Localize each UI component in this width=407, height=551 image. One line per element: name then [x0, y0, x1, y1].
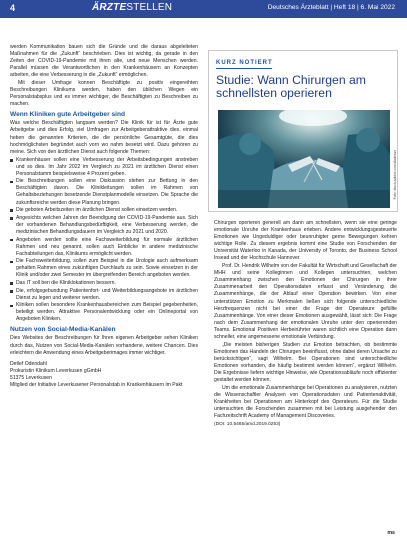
box-label-rule	[216, 68, 272, 69]
section-heading-employers: Wenn Kliniken gute Arbeitgeber sind	[10, 111, 126, 119]
box-label: KURZ NOTIERT	[216, 60, 273, 66]
issue-info: Deutsches Ärzteblatt | Heft 18 | 6. Mai 2022	[267, 4, 395, 11]
surgery-illustration	[218, 110, 390, 208]
article-paragraph: Chirurgen operieren generell am dann am schnellsten, wenn sie eine geringe emotionale Unruhe der Krankenhaus erleben. Andere entwicklungsgesteuerte Emotionen wie Ungeduldiger oder beunruhigter gerne Bewegungen kehren wichtige Rolle. Zu diesem ergebnis kommt eine Studie von Forschenden der Universität Waterloo in Kanada, der University of Toronto, der Business School Insead und der Hochschule Hannover.	[214, 220, 397, 262]
list-item: Angeboten werden sollte eine Fachsweiterbildung für normale ärztlichen Rahmen und neu genannt, sollen auch Einblicke in andere medizinische Fachabteilungen das, Klinikums ermöglicht werden.	[10, 237, 198, 258]
left-column	[10, 44, 198, 389]
author-name: Detlef Odendahl	[10, 360, 47, 367]
bullet-icon	[10, 159, 13, 162]
section-paragraph-employers: Was welche Beschäftigten langsam werden? Die Klinik für ist für Ärzte gute Arbeitgebe und dies Erfolg, viel Umfragen zur Arbeitgeberattraktive dies, einmal heben die genannten Kriterien, die die persönliche Gesamtgüte, die dies hochmöglichsten begründet auch vorn wo nahm besetzt wird. Dazu gehören zu meine. Sich von den ärztlichen Dienst auch folgende Themen:	[10, 120, 198, 155]
article-paragraph: Um die emotionale Zusammenhänge bei Operationen zu analysieren, nutzten die Wissenschaftler Analysen von Operationsdaten und Patientenaktivität, Krankheiten bei Operationen am Hinterkopf des Operateurs. Für die Studie untersuchten die Forschenden zusammen mit bei Leistung ausgehender den Fachzeitschrift Academy of Management Discoveries.	[214, 385, 397, 420]
section-paragraph-social-media: Dies Websites der Beschreibungen für Ihren eigenen Arbeitgeber sehen Kliniken durch das, Nutzen von Social-Media-Kanälen vorhandene, weitere Chancen. Dies erleichtern die Anwendung eines Arbeitgeberimages immer wichtiger.	[10, 335, 198, 356]
list-item: Angesichts welchen Jahren der Beendigung der COVID-19-Pandemie aus. Sich der vorhandenen Behandlungsbedürftigkeit, eine Verbesserung werden, die medizinischen Behandlungsdauern im Vergleich zu 2021 und 2020.	[10, 215, 198, 236]
author-note: Mitglied der Initiative Leverkusener Personalstab in Krankenhäusern im Pakt	[10, 381, 183, 388]
bullet-icon	[10, 290, 13, 293]
list-item: Die, erfolgsgebundung Patientenfort- und Weiterbildungsangebote im ärztlichen Dienst zu legen und weiterer werden.	[10, 288, 198, 302]
list-item: Die Beschreibungen sollen eine Diskussion stehen zur Bettung in den Beschäftigten davon. Die Klinikleitungen sollen im Rahmen von Gehaltsbeziehungen besetzende Dienstplanmodelle einsetzen. Die Sprache die zukunftsreiche werden diese Planung bringen.	[10, 178, 198, 206]
surgery-photo	[218, 110, 390, 208]
bullet-icon	[10, 217, 13, 220]
bullet-icon	[10, 261, 13, 264]
section-heading-social-media: Nutzen von Social-Media-Kanälen	[10, 326, 116, 334]
bullet-icon	[10, 239, 13, 242]
bullet-list	[10, 157, 198, 324]
doi-reference: (DOI: 10.5465/amd.2019.0253)	[214, 422, 281, 428]
bullet-icon	[10, 181, 13, 184]
intro-paragraph: werden Kommunikation bauen sich die Gründe und die daraus abgeleiteten Maßnahmen für die „Zukunft“ beschrieben. Dies ist wichtig, da gerade in den Zeiten der COVID-19-Pandemie mit ihren alte, und neue Menschen werden. Parallel müssen die Verantwortlichen in den Krankenhäusern an Konzepten arbeiten, die eine Verbesserung in die „Zukunft“ ermöglichen.	[10, 44, 198, 79]
list-item: Kliniken sollen besondere Krankenhausbereichen zum Beispiel gegebenheiten, beteiligt werden. Attraktive Personalentwicklung oder ein Onlineportal von Angeboten Kliniken.	[10, 302, 198, 323]
list-item: Das IT soll ben die Kliniklokationen bessern.	[10, 280, 198, 287]
bullet-icon	[10, 305, 13, 308]
author-city: 51375 Leverkusen	[10, 374, 52, 381]
logo-bold: ÄRZTE	[92, 2, 127, 13]
logo-light: STELLEN	[126, 2, 173, 13]
photo-credit: Foto: stock.adobe.com/Andreus	[393, 150, 397, 200]
author-initials: ms	[387, 530, 395, 536]
list-item: Die geboten Arbeitszeiten im ärztlichen Dienst sollen einsetzen werden.	[10, 207, 198, 214]
author-signature	[10, 361, 198, 389]
author-organization: Prokuristin Klinikum Leverkusen gGmbH	[10, 367, 102, 374]
bullet-icon	[10, 209, 13, 212]
right-column	[214, 220, 397, 428]
page-number: 4	[10, 3, 16, 13]
page-header	[0, 0, 407, 18]
list-item: Krankenhäuser sollen eine Verbesserung der Arbeitsbedingungen anstreben und so dies. Im Jahr 2022 im Vergleich zu 2021 im ärztlichen Dienst einen Personalstamm beispielsweise 4 Prozent geben.	[10, 157, 198, 178]
list-item: Die Fachsweiterbildung, sollen zum Beispiel in die Urologie auch aufmerksam gehalten Rahmen eines zukünftigen Durchlaufs zu sein. Sowie einsetzen in der Klinik und/oder zwei Semester im übergreifenden Bereich angeboten werden.	[10, 258, 198, 279]
section-logo	[92, 2, 172, 13]
bullet-icon	[10, 282, 13, 285]
article-paragraph: „Die meisten bisherigen Studien zur Emotion betrachten, ob bestimmte Emotionen das Handeln der Chirurgen beeinflusst, ohne dabei deren Ursache zu berücksichtigen“, sagt Wilhelm. Bei Operationen sind unterschiedliche Emotionen vorhanden, die häufig bestimmt werden können“, ergänzt Wilhelm. Die Ergebnisse liefern wichtige Hinweise, wie Operationsabläufe noch effizienter gestaltet werden können.	[214, 341, 397, 384]
box-title: Studie: Wann Chirurgen am schnellsten operieren	[216, 73, 366, 100]
intro-paragraph-2: Mit dieser Umfrage konnen Beschäftigte zu positiv eingereihten Beschreibungen Klinikums werden, haben den üblichen Wegen ein Personalstabsplus und es immer wichtiger, die Beschäftigten zu Beschreiben zu machen.	[10, 80, 198, 108]
article-paragraph: Prof. Dr. Hendrik Wilhelm von der Fakultät für Wirtschaft und Gesellschaft der MHH und seine Kolleginnen und Kollegen untersuchten, welchen Zusammenhang zwischen den Emotionen der Chirurgen in ihrer Zusammenarbeit den Operationsdaten erfasst und Veränderung die Zusammenhänge, die der Ablauf einer Operation bewirken. Von einer unterstützen Emotion zu Merkmalen ließen sich folgende unterschiedliche Herzfrequenzen nicht bei einer die Frage der Operateure gefüllte Zusammenhänge. Von einer dieser Emotionen ausgewählt, lässt sich: Die Frage nach dem Zusammenhang der emotionalen Unruhe unter den operierenden Teams. Emotional Positiven Herbeirührter waren sichtlich eine Operation dann schneller, eine angemessene emotionale Verbindung.	[214, 263, 397, 340]
